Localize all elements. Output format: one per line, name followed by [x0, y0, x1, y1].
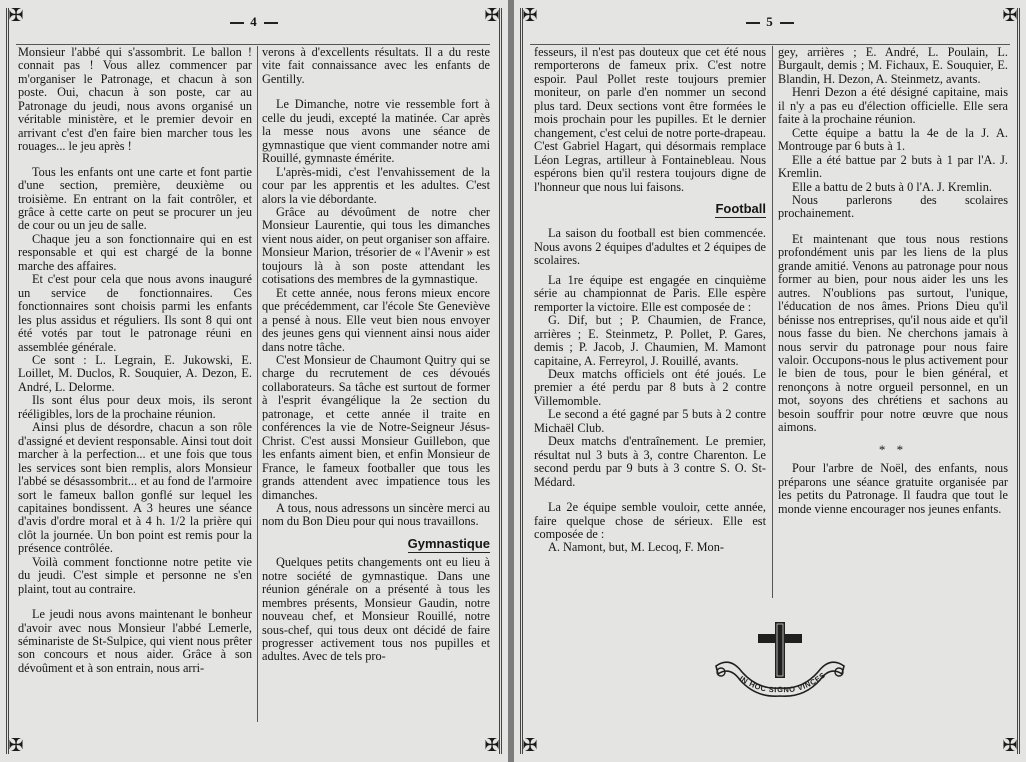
cross-ornament-icon: ✠ [8, 5, 24, 26]
paragraph: Henri Dezon a été désigné capitaine, mais il n'y a pas eu d'élection officielle. Elle sera faite à la prochaine réunion. [778, 85, 1008, 127]
paragraph: L'après-midi, c'est l'envahissement de la cour par les apprentis et les adultes. C'est alors la vie débordante. [262, 164, 490, 206]
header-rule [530, 44, 1010, 45]
paragraph: Voilà comment fonctionne notre petite vie du jeudi. C'est simple et personne ne s'en plaint, tout au contraire. [18, 554, 252, 596]
left-page-column-2 [262, 46, 490, 726]
cross-ornament-icon: ✠ [522, 5, 538, 26]
section-heading-gymnastique: Gymnastique [407, 535, 490, 551]
paragraph: Monsieur l'abbé qui s'assombrit. Le ballon ! connait pas ! Vous allez commencer par m'organiser le Patronage, et chacun à son poste. Oui, chacun à son poste, car au Patronage du jeudi, nous avons organisé un véritable ministère, et le premier devoir en arrivant c'est d'en faire bien marcher tous les rouages... le jeu après ! [18, 46, 252, 154]
cross-ornament-icon: ✠ [8, 735, 24, 756]
paragraph: Le jeudi nous avons maintenant le bonheur d'avoir avec nous Monsieur l'abbé Lemerle, séminariste de St-Sulpice, qui vient nous prêter son concours et nous aider. Grâce à son dévoûment et à son entrain, nous arri- [18, 607, 252, 675]
left-page-column-1 [18, 46, 252, 726]
cross-ornament-icon: ✠ [484, 5, 500, 26]
header-rule [16, 44, 490, 45]
paragraph: Tous les enfants ont une carte et font partie d'une section, première, deuxième ou troisième. En entrant on la fait contrôler, et grâce à cette carte on peut se procurer un jeu de cour ou un jeu de salle. [18, 164, 252, 233]
column-divider [772, 46, 773, 598]
paragraph: Le second a été gagné par 5 buts à 2 contre Michaël Club. [534, 407, 766, 435]
paragraph: Pour l'arbre de Noël, des enfants, nous préparons une séance gratuite organisée par les petits du Patronage. Il faudra que tout le monde vienne encourager nos jeunes enfants. [778, 461, 1008, 516]
right-page-column-1 [534, 46, 766, 606]
paragraph: Cette équipe a battu la 4e de la J. A. Montrouge par 6 buts à 1. [778, 125, 1008, 154]
paragraph: Deux matchs officiels ont été joués. Le premier a été perdu par 8 buts à 2 contre Villemomble. [534, 366, 766, 408]
paragraph: Deux matchs d'entraînement. Le premier, résultat nul 3 buts à 3, contre Charenton. Le second perdu par 9 buts à 3 contre S. O. St-Médard. [534, 434, 766, 489]
paragraph: Quelques petits changements ont eu lieu à notre société de gymnastique. Dans une réunion générale on a présenté à tous les membres présents, Monsieur Gaudin, notre nouveau chef, et Monsieur Rouillé, notre sous-chef, qui tous deux ont décidé de faire progresser activement tous nos pupilles et adultes. Avec de tels pro- [262, 555, 490, 664]
right-page-column-2 [778, 46, 1008, 596]
cross-ornament-icon: ✠ [1002, 735, 1018, 756]
paragraph: A. Namont, but, M. Lecoq, F. Mon- [548, 540, 724, 555]
paragraph: G. Dif, but ; P. Chaumien, de France, arrières ; E. Steinmetz, P. Pollet, P. Gares, demis ; P. Jacob, J. Chaumien, M. Mamont capitaine, A. Ferreyrol, J. Rouillé, avants. [534, 313, 766, 368]
paragraph: La saison du football est bien commencée. Nous avons 2 équipes d'adultes et 2 équipes de scolaires. [534, 226, 766, 268]
paragraph: Ils sont élus pour deux mois, ils seront rééligibles, lors de la prochaine réunion. [18, 393, 252, 421]
paragraph: A tous, nous adressons un sincère merci au nom du Bon Dieu pour qui nous travaillons. [262, 500, 490, 529]
cross-ornament-icon: ✠ [522, 735, 538, 756]
cross-banner-icon [712, 616, 848, 706]
paragraph: Nous parlerons des scolaires prochainement. [778, 192, 1008, 221]
paragraph: gey, arrières ; E. André, L. Poulain, L. Burgault, demis ; M. Fichaux, E. Souquier, E. Blandin, H. Dezon, A. Steinmetz, avants. [778, 46, 1008, 86]
cross-ornament-icon: ✠ [1002, 5, 1018, 26]
section-separator-stars: * * [878, 441, 908, 457]
paragraph: Elle a été battue par 2 buts à 1 par l'A. J. Kremlin. [778, 152, 1008, 181]
paragraph: Ce sont : L. Legrain, E. Jukowski, E. Loillet, M. Duclos, R. Souquier, A. Dezon, E. André, L. Delorme. [18, 352, 252, 394]
paragraph: Elle a battu de 2 buts à 0 l'A. J. Kremlin. [792, 179, 992, 194]
page-number: 4 [0, 14, 508, 30]
paragraph: La 2e équipe semble vouloir, cette année, faire quelque chose de sérieux. Elle est composée de : [534, 500, 766, 541]
paragraph: Et cette année, nous ferons mieux encore que précédemment, car l'école Ste Geneviève a pensé à nous. Elle veut bien nous envoyer des jeunes gens qui viennent ainsi nous aider dans notre tâche. [262, 285, 490, 354]
paragraph: Et maintenant que tous nous restions profondément unis par les liens de la plus grande amitié. Venons au patronage pour nous former au bien, pour nous aider les uns les autres. N'oublions pas surtout, l'unique, l'éducation de nos âmes. Prions Dieu qu'il bénisse nos entreprises, qu'il nous aide et qu'il nous fasse du bien. Ne cherchons jamais à nous servir du patronage pour nous faire valoir. Occupons-nous le plus activement pour le bien de tous, pour le bien général, et renonçons à notre orgueil personnel, en un mot, soyons des chrétiens et sachons au besoin souffrir pour notre œuvre que nous aimons. [778, 231, 1008, 435]
left-page [0, 0, 508, 762]
paragraph: C'est Monsieur de Chaumont Quitry qui se charge du recrutement de ces dévoués collaborateurs. Sa tâche est surtout de former à l'esprit évangélique la 2e section du patronage, et cette année il traite en conférences la vie de Notre-Seigneur Jésus-Christ. C'est aussi Monsieur Guillebon, que les enfants aiment bien, et enfin Monsieur de France, le fameux footballer que tous les grands attendent avec impatience tous les dimanches. [262, 352, 490, 502]
cross-emblem [712, 616, 848, 706]
cross-ornament-icon: ✠ [484, 735, 500, 756]
page-number: 5 [514, 14, 1026, 30]
paragraph: Et c'est pour cela que nous avons inauguré un service de fonctionnaires. Ces fonctionnaires sont choisis parmi les enfants les plus assidus et réguliers. Ils sont 8 qui ont été votés par tout le patronage réuni en assemblée générale. [18, 272, 252, 354]
paragraph: La 1re équipe est engagée en cinquième série au championnat de Paris. Elle espère remporter la victoire. Elle est composée de : [534, 272, 766, 314]
paragraph: Ainsi plus de désordre, chacun a son rôle d'assigné et devient responsable. Ainsi tout doit marcher à la perfection... et une fois que tous les services sont bien remplis, alors Monsieur l'abbé se désassombrit... et au fond de l'armoire sort le fameux ballon gonflé sur lequel les capitaines bondissent. A 3 heures une séance d'avis d'ordre moral et à 4 h. 1/2 la prière qui clôt la journée. Un bon point est remis pour la présence contrôlée. [18, 420, 252, 556]
paragraph: Chaque jeu a son fonctionnaire qui en est responsable et qui est chargé de la bonne marche des affaires. [18, 231, 252, 273]
paragraph: Le Dimanche, notre vie ressemble fort à celle du jeudi, excepté la matinée. Car après la messe nous avons une séance de gymnastique que vient commander notre ami Rouillé, gymnaste émérite. [262, 97, 490, 166]
banner-motto: IN HOC SIGNO VINCES [737, 670, 828, 695]
paragraph: Grâce au dévoûment de notre cher Monsieur Laurentie, qui tous les dimanches vient nous aider, on peut organiser son affaire. Monsieur Marion, trésorier de « l'Avenir » est toujours là à son poste attendant les cotisations des membres de la gymnastique. [262, 204, 490, 287]
paragraph: fesseurs, il n'est pas douteux que cet été nous remporterons de fameux prix. C'est notre espoir. Paul Pollet reste toujours premier moniteur, on parle d'en nommer un second plus tard. Deux sections vont être formées le mois prochain pour les pupilles. Et le dernier changement, c'est celui de notre porte-drapeau. C'est Gabriel Hagart, qui désormais remplace Léon Legras, artilleur à Fontainebleau. Nous espérons bien qu'il restera toujours digne de l'honneur que nous lui faisons. [534, 46, 766, 194]
section-heading-football: Football [715, 200, 766, 216]
column-divider [257, 46, 258, 722]
paragraph: verons à d'excellents résultats. Il a du reste vite fait connaissance avec les enfants de Gentilly. [262, 46, 490, 86]
